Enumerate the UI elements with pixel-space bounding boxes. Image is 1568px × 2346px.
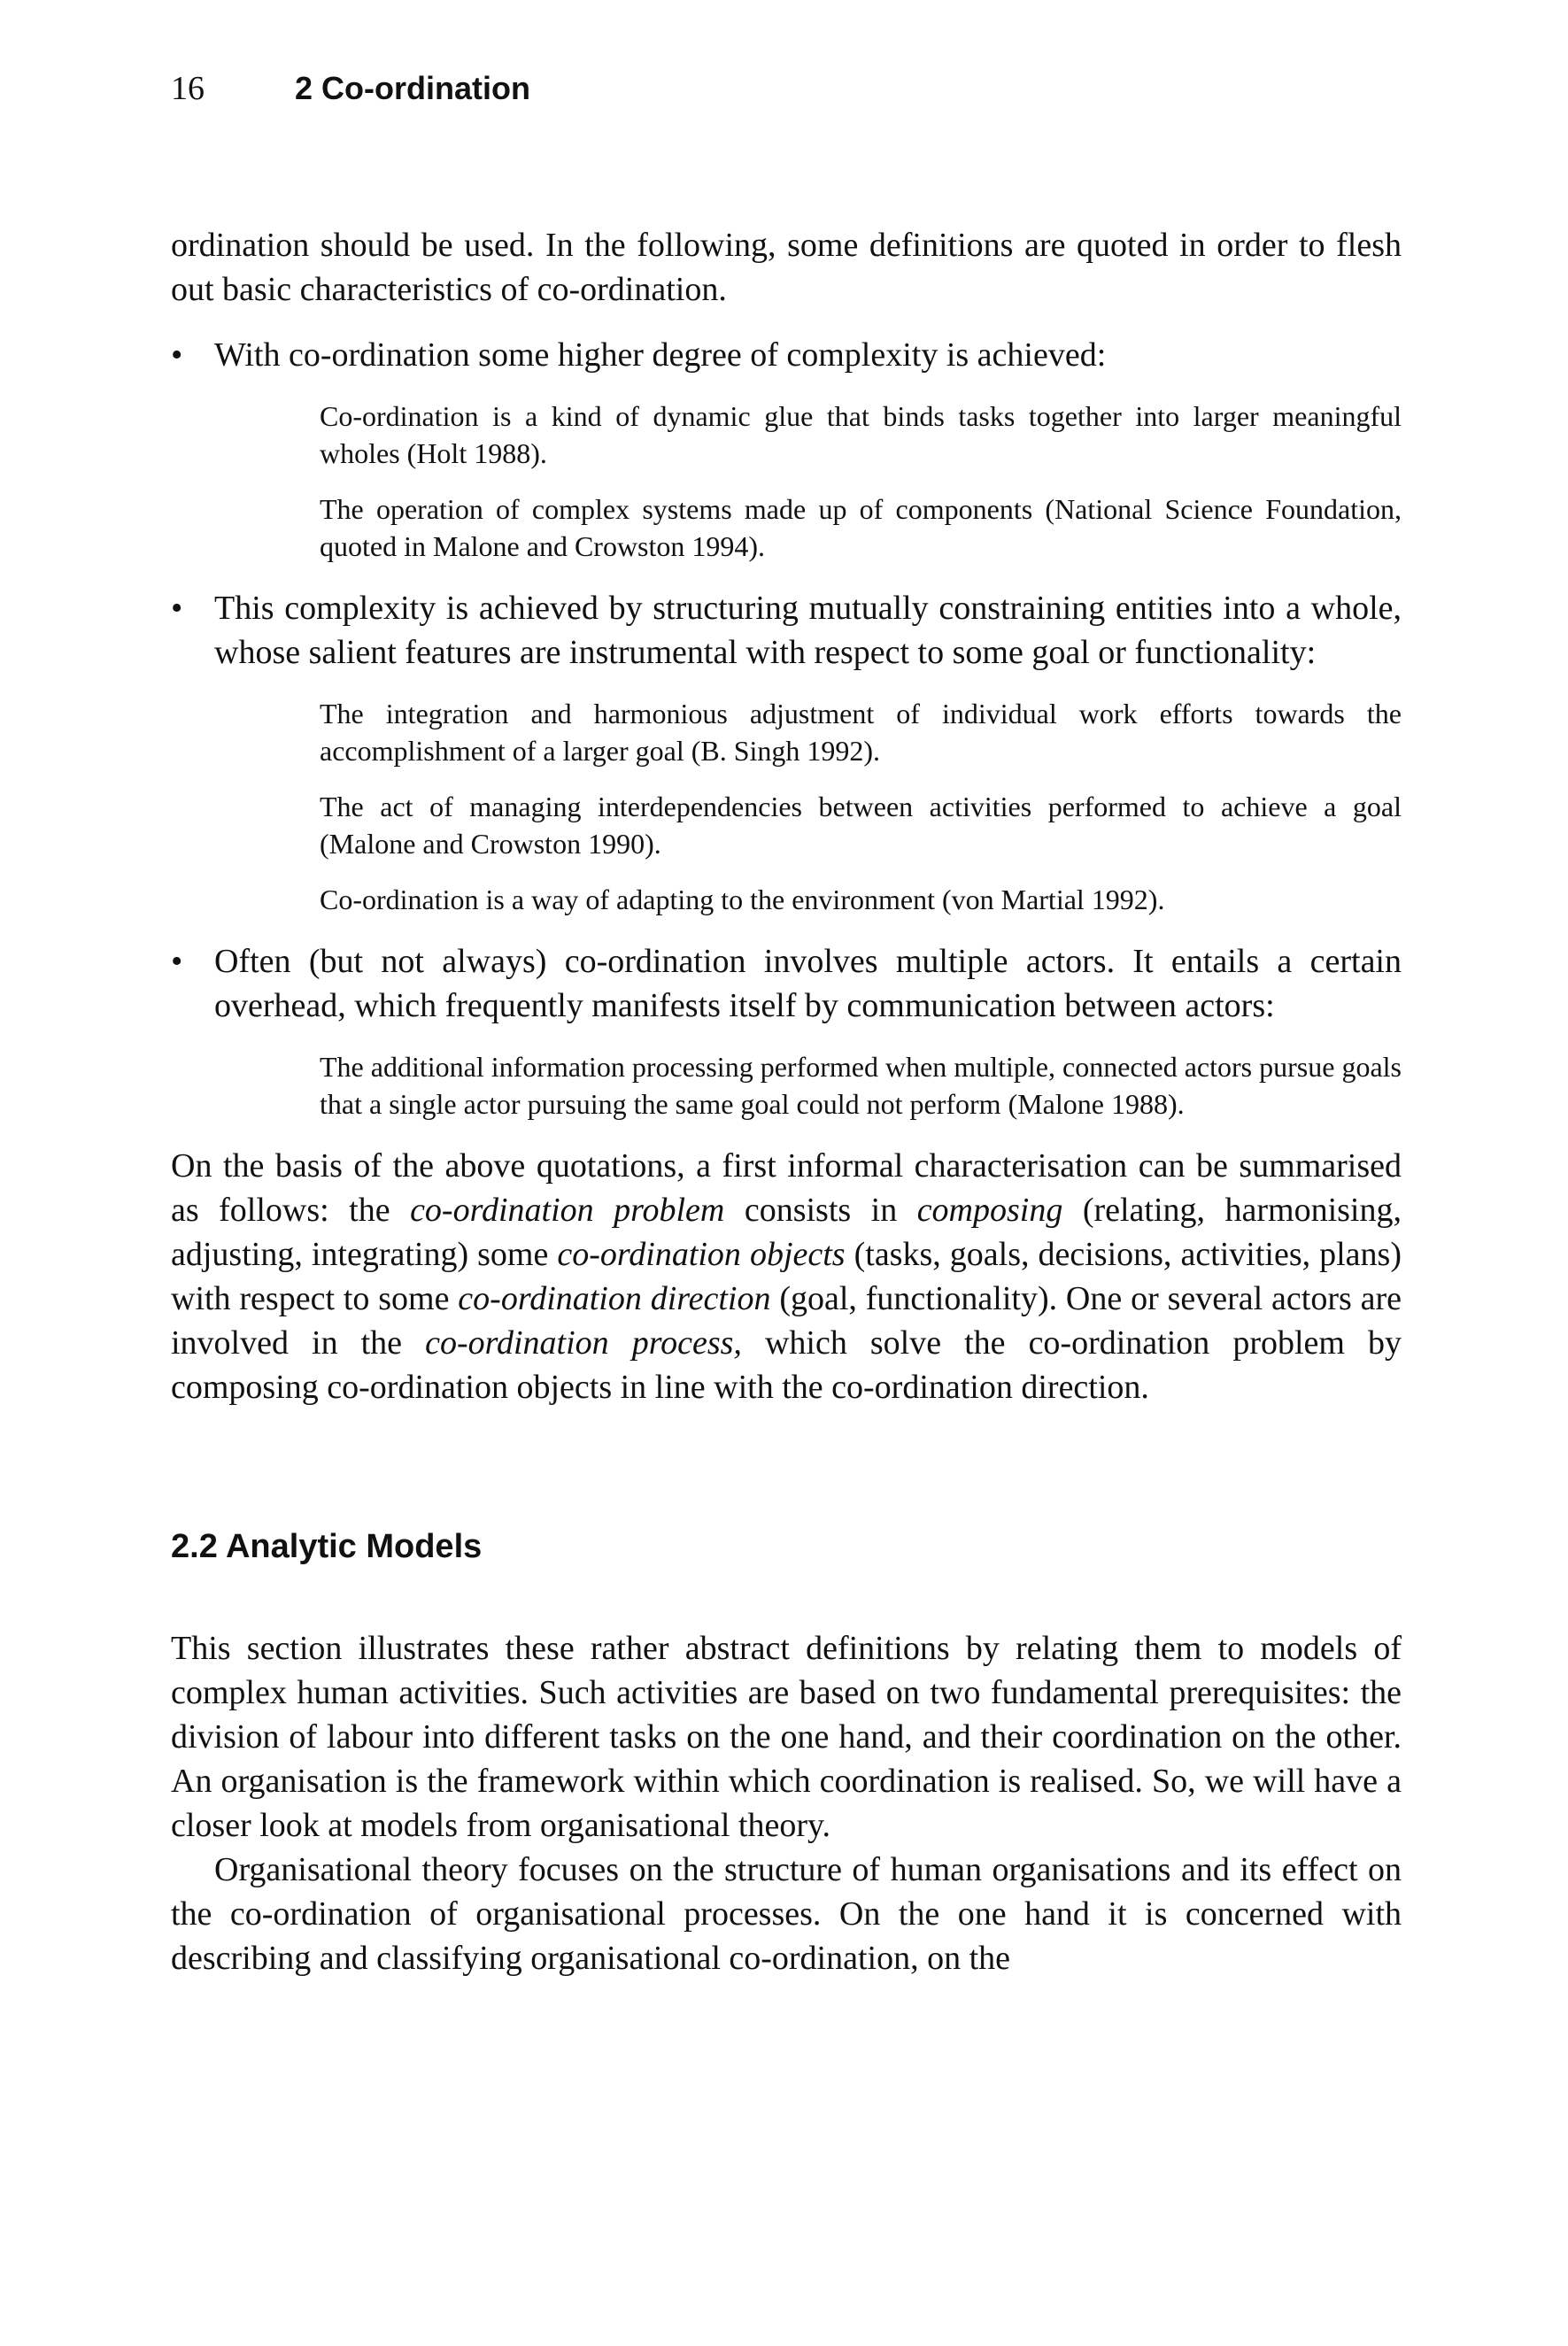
bullet-item-complexity — [171, 333, 1402, 565]
bullet-text: This complexity is achieved by structuring mutually constraining entities into a whole, whose salient features are instrumental with respect to some goal or functionality: — [214, 590, 1402, 671]
emphasis-term: co-ordination process, — [425, 1324, 742, 1362]
bullet-item-actors — [171, 939, 1402, 1123]
chapter-title: 2 Co-ordination — [295, 70, 530, 106]
summary-text: (relating, harmonising, adjusting, integrating) some — [171, 1192, 1402, 1273]
summary-paragraph — [171, 1144, 1402, 1409]
bullet-text: With co-ordination some higher degree of complexity is achieved: — [214, 336, 1107, 374]
quote-malone: The additional information processing performed when multiple, connected actors pursue goals that a single actor pursuing the same goal could not perform (Malone 1988). — [320, 1051, 1402, 1120]
bullet-text: Often (but not always) co-ordination involves multiple actors. It entails a certain overhead, which frequently manifests itself by communication between actors: — [214, 943, 1402, 1024]
bullet-dot-icon: • — [171, 590, 183, 627]
running-head — [171, 69, 1402, 115]
emphasis-term: co-ordination objects — [557, 1236, 846, 1273]
book-page — [171, 69, 1402, 1980]
quote-von-martial: Co-ordination is a way of adapting to the environment (von Martial 1992). — [320, 884, 1165, 915]
intro-paragraph: ordination should be used. In the following, some definitions are quoted in order to flesh out basic characteristics of co-ordination. — [171, 227, 1402, 308]
emphasis-term: composing — [916, 1192, 1063, 1229]
summary-text: consists in — [724, 1192, 917, 1229]
summary-text: On the basis of the above quotations, a first informal characterisation can be summarised as follows: the — [171, 1147, 1402, 1229]
quote-malone-crowston: The act of managing interdependencies between activities performed to achieve a goal (Malone and Crowston 1990). — [320, 791, 1402, 860]
summary-text: (goal, functionality). One or several actors are involved in the — [171, 1280, 1402, 1362]
section-paragraph: Organisational theory focuses on the structure of human organisations and its effect on the co-ordination of organisational processes. On the one hand it is concerned with describing and classifying organisational co-ordination, on the — [171, 1851, 1402, 1977]
emphasis-term: co-ordination direction — [458, 1280, 771, 1317]
emphasis-term: co-ordination problem — [410, 1192, 725, 1229]
quote-holt: Co-ordination is a kind of dynamic glue that binds tasks together into larger meaningful wholes (Holt 1988). — [320, 400, 1402, 469]
bullet-item-structure — [171, 586, 1402, 918]
summary-text: which solve the co-ordination problem by composing co-ordination objects in line with the co-ordination direction. — [171, 1324, 1402, 1406]
summary-text: (tasks, goals, decisions, activities, plans) with respect to some — [171, 1236, 1402, 1317]
section-heading: 2.2 Analytic Models — [171, 1528, 483, 1565]
page-number: 16 — [171, 70, 205, 107]
bullet-dot-icon: • — [171, 336, 183, 374]
bullet-dot-icon: • — [171, 943, 183, 980]
section-paragraph: This section illustrates these rather abstract definitions by relating them to models of complex human activities. Such activities are based on two fundamental prerequisites: the division of labour into different tasks on the one hand, and their coordination on the other. An organisation is the framework within which coordination is realised. So, we will have a closer look at models from organisational theory. — [171, 1630, 1402, 1844]
quote-singh: The integration and harmonious adjustment of individual work efforts towards the accomplishment of a larger goal (B. Singh 1992). — [320, 698, 1402, 767]
quote-nsf: The operation of complex systems made up of components (National Science Foundation, quoted in Malone and Crowston 1994). — [320, 493, 1402, 562]
